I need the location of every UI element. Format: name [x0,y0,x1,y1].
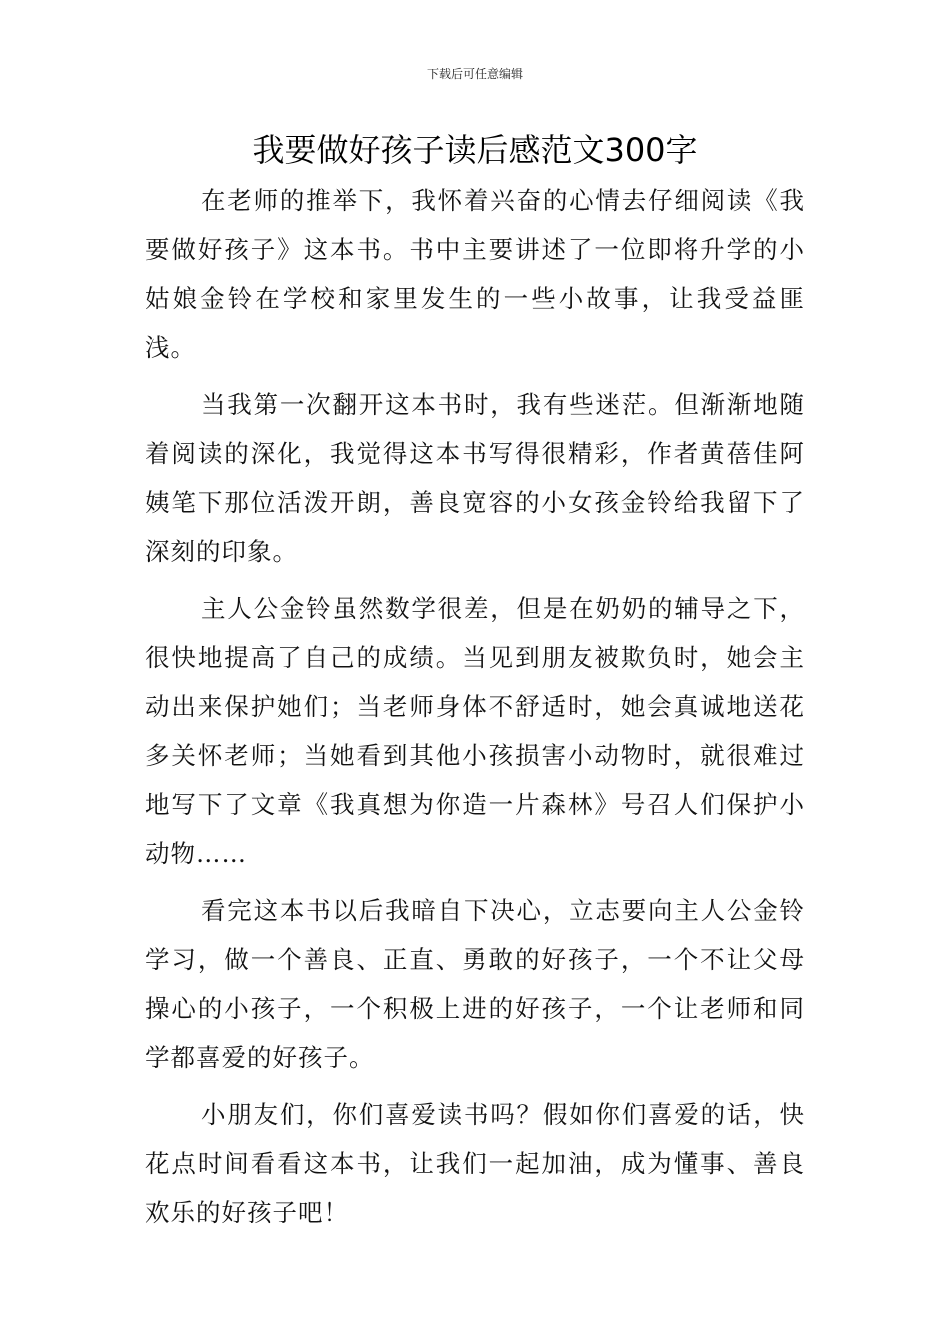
paragraph-2: 当我第一次翻开这本书时，我有些迷茫。但渐渐地随着阅读的深化，我觉得这本书写得很精彩，作者黄蓓佳阿姨笔下那位活泼开朗，善良宽容的小女孩金铃给我留下了深刻的印象。 [145,390,805,566]
page-header-note: 下载后可任意编辑 [426,67,523,81]
paragraph-5: 小朋友们，你们喜爱读书吗？假如你们喜爱的话，快花点时间看看这本书，让我们一起加油，成为懂事、善良欢乐的好孩子吧！ [145,1100,805,1227]
paragraph-4: 看完这本书以后我暗自下决心，立志要向主人公金铃学习，做一个善良、正直、勇敢的好孩子，一个不让父母操心的小孩子，一个积极上进的好孩子，一个让老师和同学都喜爱的好孩子。 [145,896,805,1072]
paragraph-1: 在老师的推举下，我怀着兴奋的心情去仔细阅读《我要做好孩子》这本书。书中主要讲述了一位即将升学的小姑娘金铃在学校和家里发生的一些小故事，让我受益匪浅。 [145,186,805,362]
document-title: 我要做好孩子读后感范文300字 [252,131,698,169]
document-body [145,176,805,1245]
paragraph-3: 主人公金铃虽然数学很差，但是在奶奶的辅导之下，很快地提高了自己的成绩。当见到朋友被欺负时，她会主动出来保护她们；当老师身体不舒适时，她会真诚地送花多关怀老师；当她看到其他小孩损害小动物时，就很难过地写下了文章《我真想为你造一片森林》号召人们保护小动物…… [145,594,805,868]
